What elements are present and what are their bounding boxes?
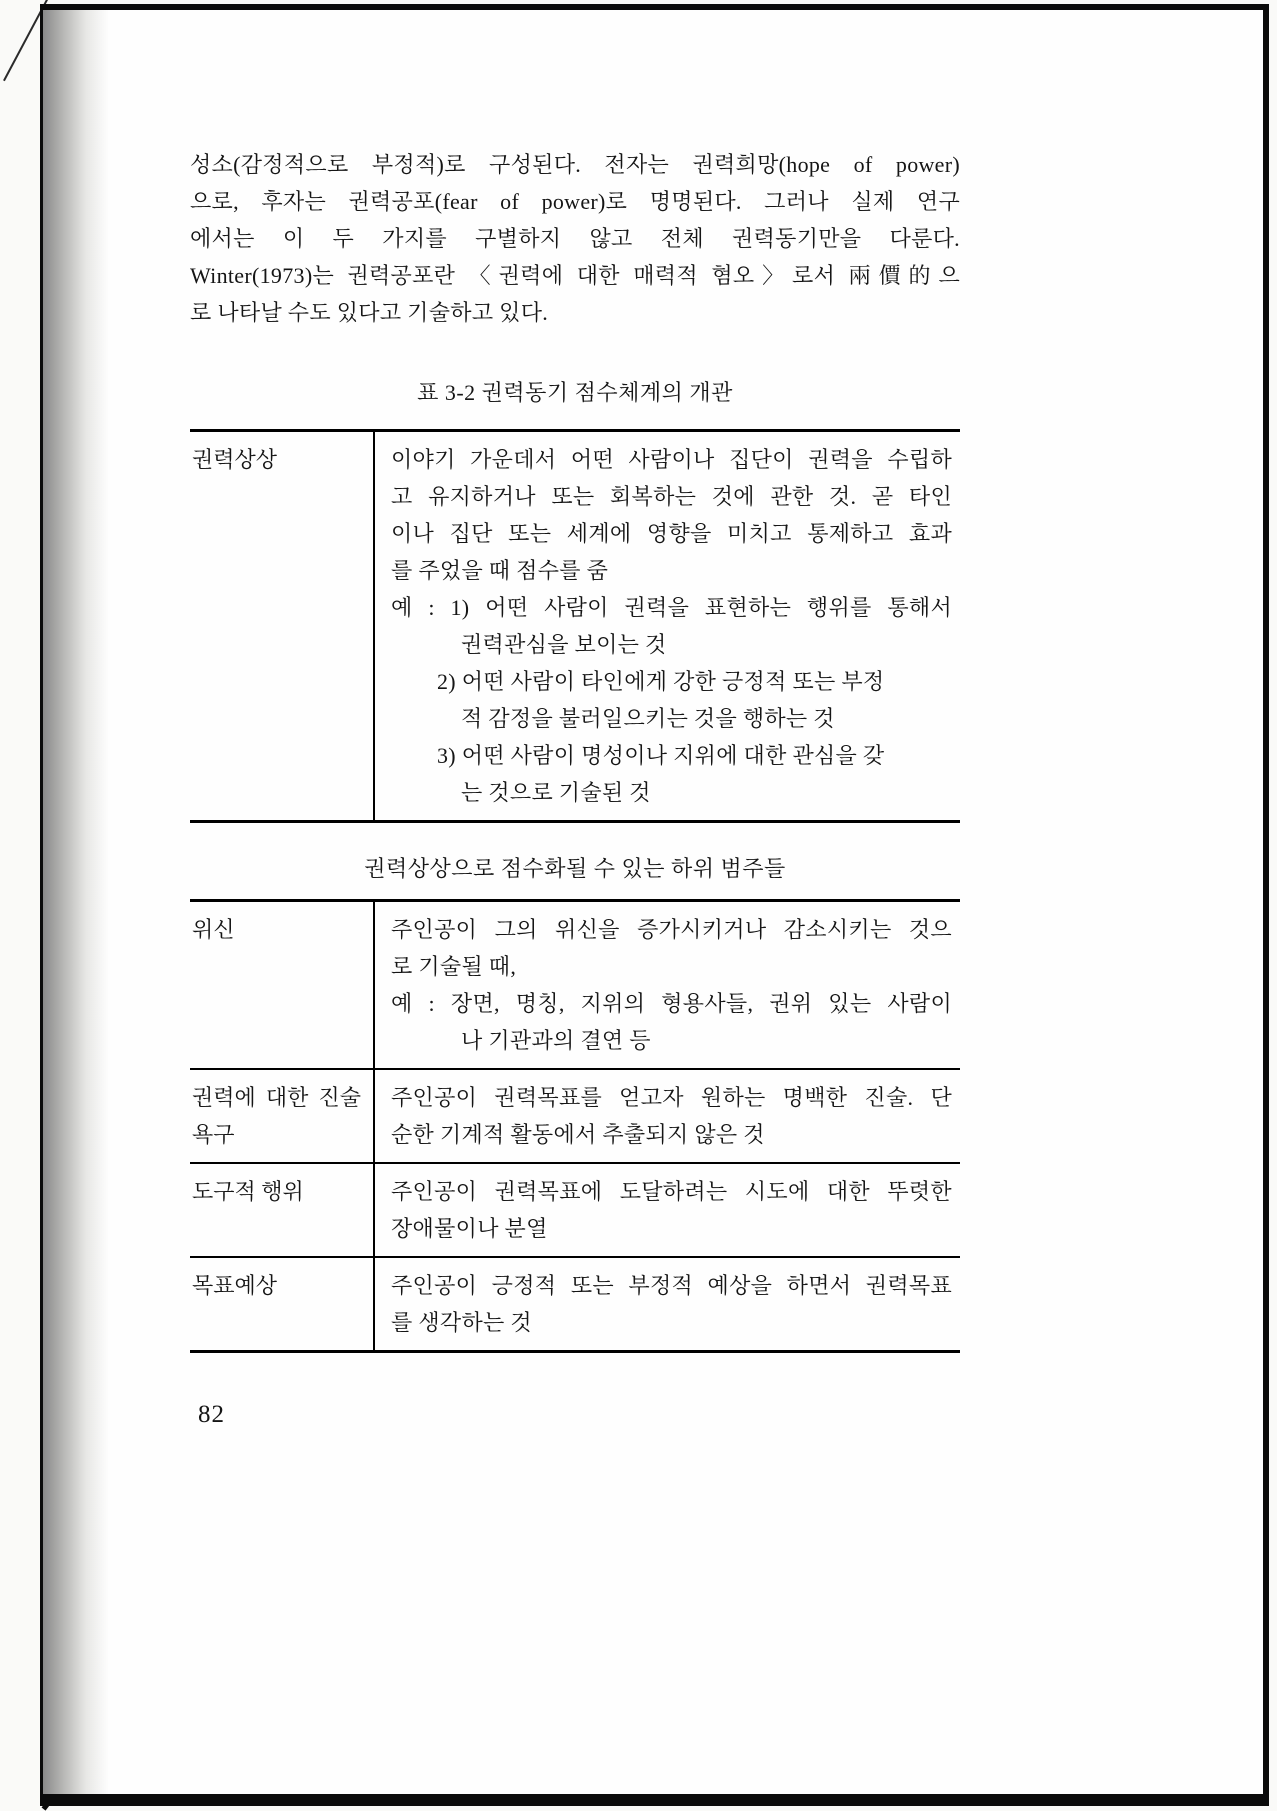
row-content [375, 1164, 960, 1256]
book-spine-shadow [43, 10, 109, 1794]
text-line: 를 주었을 때 점수를 줌 [391, 558, 609, 583]
text-line: 적 감정을 불러일으키는 것을 행하는 것 [461, 706, 835, 731]
page-number: 82 [198, 1401, 225, 1428]
table-power-motive-overview [190, 429, 960, 823]
text-line: 는 것으로 기술된 것 [461, 780, 651, 805]
text-line: 이야기 가운데서 어떤 사람이나 집단이 권력을 수립하 [391, 447, 952, 472]
table2-caption: 권력상상으로 점수화될 수 있는 하위 범주들 [364, 856, 786, 881]
row-content [375, 432, 960, 820]
text-line: 주인공이 권력목표를 얻고자 원하는 명백한 진술. 단 [391, 1085, 952, 1110]
text-line: Winter(1973)는 권력공포란 〈권력에 대한 매력적 혐오〉로서 兩價的으 [190, 263, 960, 288]
table-row [190, 1256, 960, 1350]
scanned-book-page [40, 4, 1269, 1806]
text-line: 2) 어떤 사람이 타인에게 강한 긍정적 또는 부정 [437, 669, 885, 694]
text-line: 순한 기계적 활동에서 추출되지 않은 것 [391, 1122, 765, 1147]
intro-paragraph [190, 146, 960, 331]
text-line: 주인공이 긍정적 또는 부정적 예상을 하면서 권력목표 [391, 1273, 952, 1298]
text-line: 나 기관과의 결연 등 [461, 1028, 651, 1053]
table-row [190, 902, 960, 1068]
page-content [190, 10, 960, 1429]
table-row [190, 432, 960, 820]
table-row [190, 1162, 960, 1256]
row-label: 위신 [190, 902, 375, 1068]
text-line: 이나 집단 또는 세계에 영향을 미치고 통제하고 효과 [391, 521, 952, 546]
text-line: 예 : 1) 어떤 사람이 권력을 표현하는 행위를 통해서 [391, 595, 952, 620]
text-line: 를 생각하는 것 [391, 1310, 532, 1335]
text-line: 고 유지하거나 또는 회복하는 것에 관한 것. 곧 타인 [391, 484, 952, 509]
table1-caption: 표 3-2 권력동기 점수체계의 개관 [417, 380, 733, 405]
row-label: 도구적 행위 [190, 1164, 375, 1256]
text-line: 성소(감정적으로 부정적)로 구성된다. 전자는 권력희망(hope of power) [190, 152, 960, 177]
text-line: 장애물이나 분열 [391, 1216, 548, 1241]
table-row [190, 1068, 960, 1162]
text-line: 로 기술될 때, [391, 954, 517, 979]
text-line: 로 나타날 수도 있다고 기술하고 있다. [190, 300, 549, 325]
row-label: 권력에 대한 진술욕구 [190, 1070, 375, 1162]
text-line: 권력관심을 보이는 것 [461, 632, 667, 657]
text-line: 으로, 후자는 권력공포(fear of power)로 명명된다. 그러나 실제 연구 [190, 189, 960, 214]
row-content [375, 902, 960, 1068]
row-content [375, 1258, 960, 1350]
row-content [375, 1070, 960, 1162]
text-line: 주인공이 권력목표에 도달하려는 시도에 대한 뚜렷한 [391, 1179, 952, 1204]
text-line: 에서는 이 두 가지를 구별하지 않고 전체 권력동기만을 다룬다. [190, 226, 960, 251]
text-line: 주인공이 그의 위신을 증가시키거나 감소시키는 것으 [391, 917, 952, 942]
text-line: 3) 어떤 사람이 명성이나 지위에 대한 관심을 갖 [437, 743, 885, 768]
row-label: 목표예상 [190, 1258, 375, 1350]
text-line: 예 : 장면, 명칭, 지위의 형용사들, 권위 있는 사람이 [391, 991, 952, 1016]
table-subcategories [190, 899, 960, 1353]
row-label: 권력상상 [190, 432, 375, 820]
